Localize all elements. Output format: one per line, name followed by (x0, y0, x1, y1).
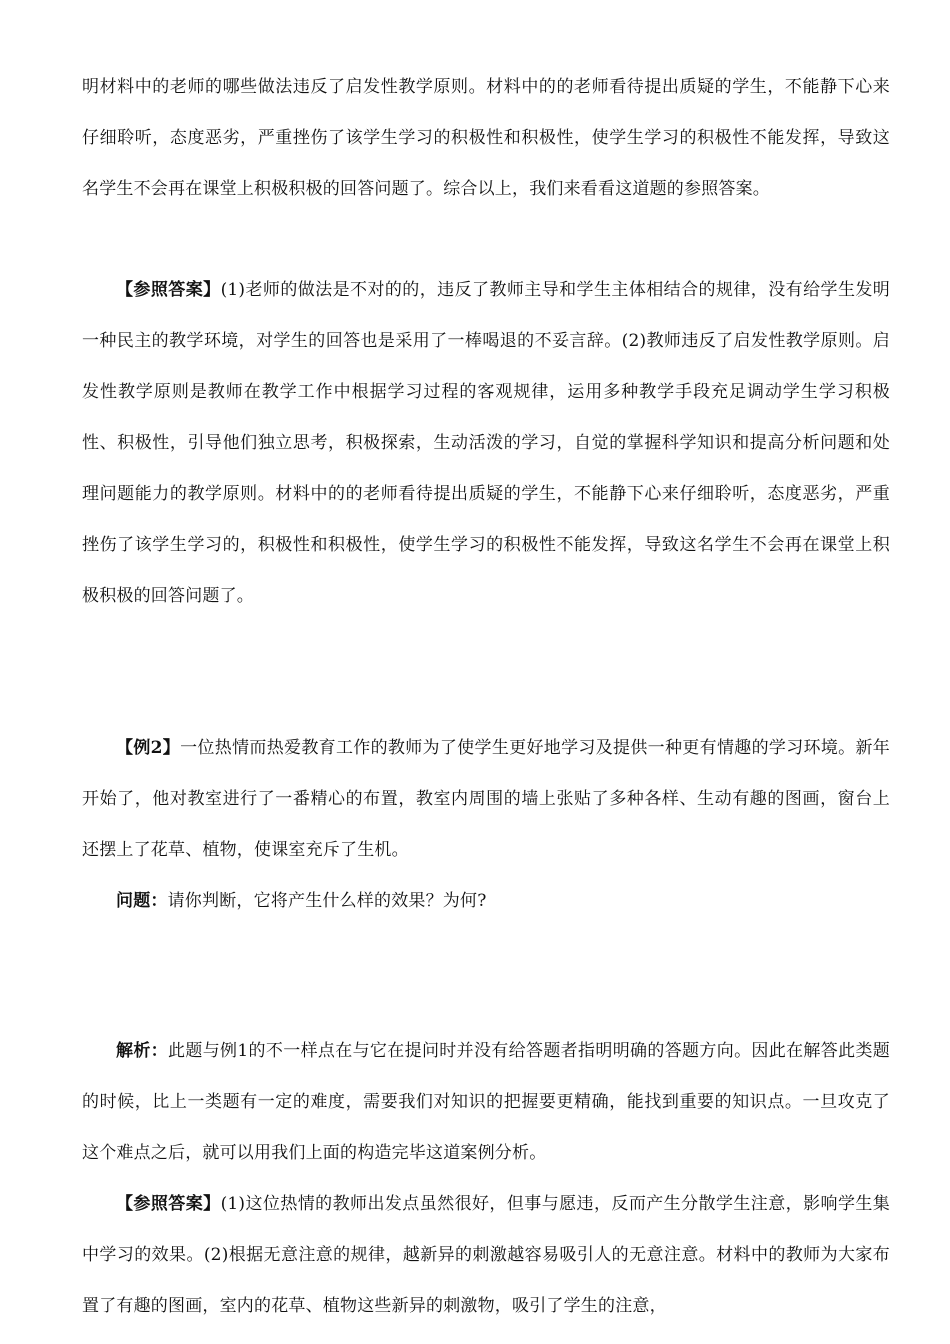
paragraph-example-2 (82, 723, 890, 876)
analysis-label: 解析： (116, 1041, 169, 1061)
answer-2-label: 【参照答案】 (116, 1194, 221, 1214)
answer-1-label: 【参照答案】 (116, 280, 221, 300)
paragraph-analysis (82, 1026, 890, 1179)
paragraph-intro: 明材料中的老师的哪些做法违反了启发性教学原则。材料中的的老师看待提出质疑的学生，不能静下心来仔细聆听，态度恶劣，严重挫伤了该学生学习的积极性和积极性，使学生学习的积极性不能发挥，导致这名学生不会再在课堂上积极积极的回答问题了。综合以上，我们来看看这道题的参照答案。 (82, 77, 890, 199)
analysis-text: 此题与例1的不一样点在与它在提问时并没有给答题者指明明确的答题方向。因此在解答此类题的时候，比上一类题有一定的难度，需要我们对知识的把握要更精确，能找到重要的知识点。一旦攻克了这个难点之后，就可以用我们上面的构造完毕这道案例分析。 (82, 1041, 890, 1163)
question-label: 问题： (116, 891, 168, 911)
answer-1-text: (1)老师的做法是不对的的，违反了教师主导和学生主体相结合的规律，没有给学生发明一种民主的教学环境，对学生的回答也是采用了一棒喝退的不妥言辞。(2)教师违反了启发性教学原则。启发性教学原则是教师在教学工作中根据学习过程的客观规律，运用多种教学手段充足调动学生学习积极性、积极性，引导他们独立思考，积极探索，生动活泼的学习，自觉的掌握科学知识和提高分析问题和处理问题能力的教学原则。材料中的的老师看待提出质疑的学生，不能静下心来仔细聆听，态度恶劣，严重挫伤了该学生学习的，积极性和积极性，使学生学习的积极性不能发挥，导致这名学生不会再在课堂上积极积极的回答问题了。 (82, 280, 890, 606)
question-text: 请你判断，它将产生什么样的效果？为何? (167, 891, 487, 911)
paragraph-question (82, 876, 890, 927)
answer-2-text: (1)这位热情的教师出发点虽然很好，但事与愿违，反而产生分散学生注意，影响学生集中学习的效果。(2)根据无意注意的规律，越新异的刺激越容易吸引人的无意注意。材料中的教师为大家布置了有趣的图画，室内的花草、植物这些新异的刺激物，吸引了学生的注意， (82, 1194, 890, 1316)
document-page (82, 62, 890, 1332)
paragraph-answer-1 (82, 265, 890, 622)
spacer (82, 622, 890, 723)
spacer (82, 215, 890, 265)
paragraph-answer-2 (82, 1179, 890, 1332)
example-2-text: 一位热情而热爱教育工作的教师为了使学生更好地学习及提供一种更有情趣的学习环境。新年开始了，他对教室进行了一番精心的布置，教室内周围的墙上张贴了多种各样、生动有趣的图画，窗台上还摆上了花草、植物，使课室充斥了生机。 (82, 738, 890, 860)
example-2-label: 【例2】 (116, 738, 181, 758)
spacer (82, 927, 890, 1026)
